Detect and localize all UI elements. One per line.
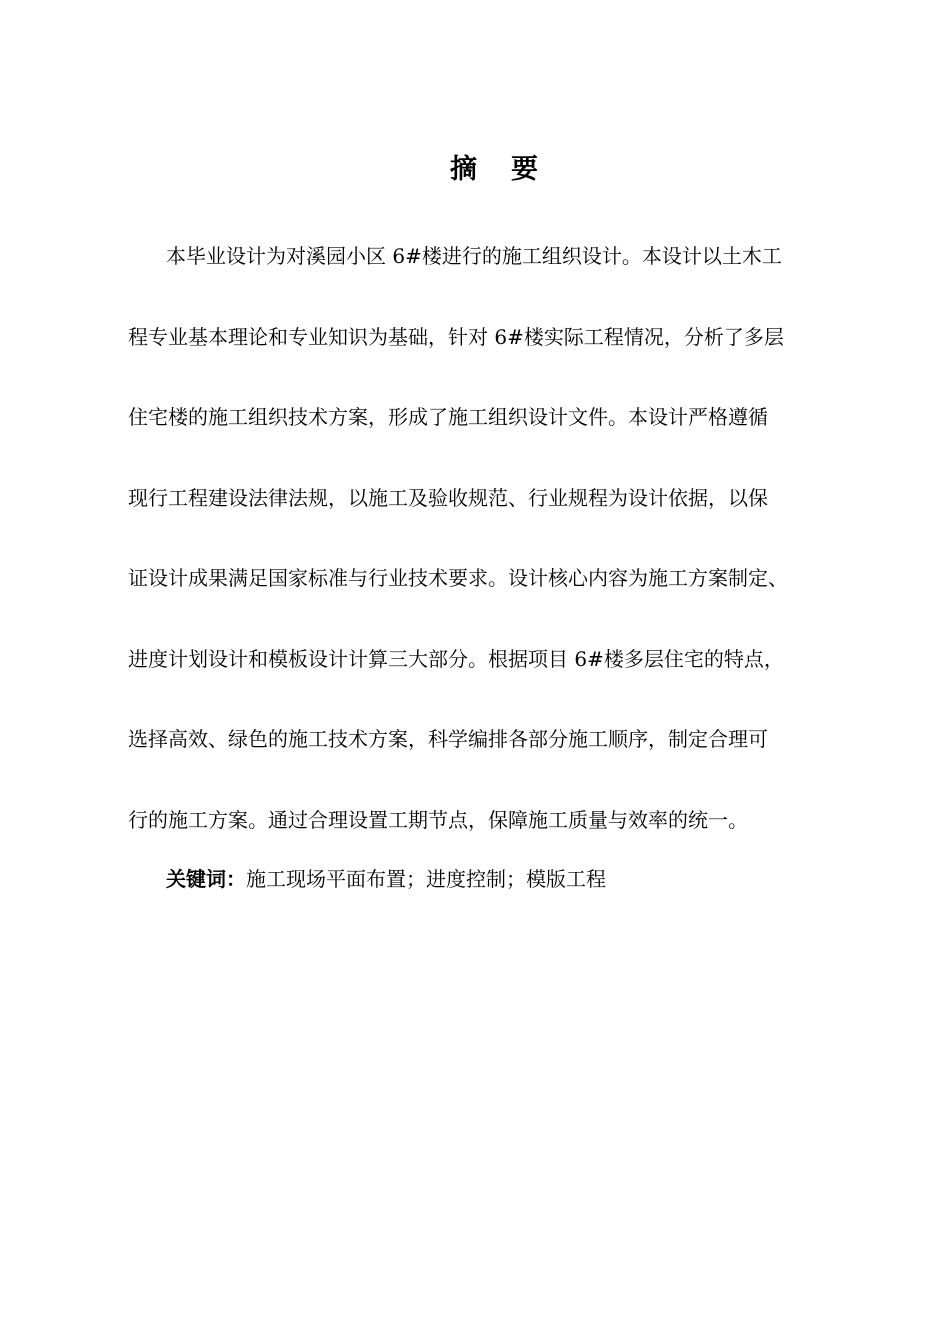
abstract-line: 现行工程建设法律法规，以施工及验收规范、行业规程为设计依据，以保 [128,485,768,510]
abstract-line [128,234,848,315]
abstract-line-text: 本毕业设计为对溪园小区 6#楼进行的施工组织设计。本设计以土木工 [166,244,782,268]
abstract-line: 选择高效、绿色的施工技术方案，科学编排各部分施工顺序，制定合理可 [128,727,768,751]
abstract-line: 行的施工方案。通过合理设置工期节点，保障施工质量与效率的统一。 [128,807,748,832]
abstract-line: 进度计划设计和模板设计计算三大部分。根据项目 6#楼多层住宅的特点， [128,646,784,671]
keywords [166,859,606,899]
abstract-title-char-2: 要 [511,154,538,185]
abstract-body [128,234,848,878]
abstract-line: 证设计成果满足国家标准与行业技术要求。设计核心内容为施工方案制定、 [128,566,788,590]
abstract-line: 程专业基本理论和专业知识为基础，针对 6#楼实际工程情况，分析了多层 [128,324,784,349]
keywords-label: 关键词： [166,867,246,891]
keywords-text: 施工现场平面布置；进度控制；模版工程 [246,867,606,891]
abstract-title-char-1: 摘 [450,154,477,185]
abstract-title [0,150,950,190]
abstract-line: 住宅楼的施工组织技术方案，形成了施工组织设计文件。本设计严格遵循 [128,405,768,429]
